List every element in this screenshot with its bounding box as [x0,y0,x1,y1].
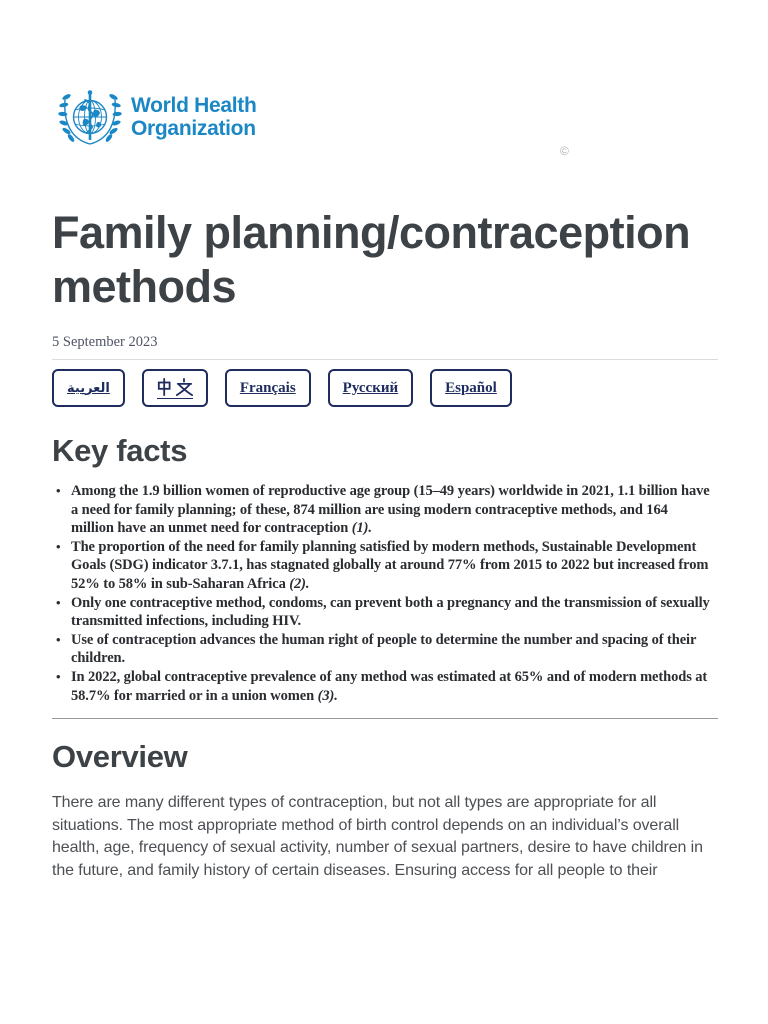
key-fact-reference: (3). [317,687,338,704]
who-logo-text [131,94,257,140]
key-fact-reference: (2). [289,575,310,592]
chinese-characters-glyph [157,377,193,397]
key-fact-item [55,538,710,594]
who-logo[interactable] [57,86,257,148]
divider-top [52,359,718,360]
lang-button-spanish[interactable] [430,369,512,407]
lang-label-french: Français [239,379,296,396]
key-fact-item [55,594,710,631]
lang-label-russian: Русский [342,379,399,396]
lang-button-arabic[interactable] [52,369,125,407]
header [57,0,718,148]
who-logo-line1: World Health [131,94,257,117]
key-fact-text: Among the 1.9 billion women of reproductive age group (15–49 years) worldwide in 2021, 1.1 billion have a need for family planning; of these, 874 million are using modern contraceptive methods, and 164 million have an unmet need for contraception [71,483,710,537]
lang-label-chinese [157,377,193,399]
language-switcher [52,369,718,407]
key-fact-text: The proportion of the need for family planning satisfied by modern methods, Sustainable Development Goals (SDG) indicator 3.7.1, has stagnated globally at around 77% from 2015 to 2022 but increased from 52% to 58% in sub-Saharan Africa [71,538,709,592]
key-fact-item [55,482,710,538]
copyright-symbol: © [560,144,569,158]
lang-label-arabic: العربية [67,380,110,396]
key-fact-item [55,631,710,668]
publish-date: 5 September 2023 [52,334,158,350]
lang-button-russian[interactable] [328,369,413,407]
key-facts-list [55,482,710,705]
key-fact-item [55,668,710,705]
overview-paragraph: There are many different types of contraception, but not all types are appropriate for all situations. The most appropriate method of birth control depends on an individual’s overall health, age, frequency of sexual activity, number of sexual partners, desire to have children in the future, and family history of certain diseases. Ensuring access for all people to their [52,794,703,879]
who-logo-line2: Organization [131,117,256,140]
overview-heading: Overview [52,739,188,775]
lang-button-chinese[interactable] [142,369,208,407]
lang-button-french[interactable] [225,369,311,407]
key-fact-text: In 2022, global contraceptive prevalence of any method was estimated at 65% and of modern methods at 58.7% for married or in a union women [71,668,708,704]
who-emblem-icon [57,86,123,148]
key-facts-heading: Key facts [52,433,188,468]
divider-section [52,718,718,719]
page-title: Family planning/contraception methods [52,207,691,312]
key-fact-text: Use of contraception advances the human right of people to determine the number and spacing of their children. [71,631,697,667]
lang-label-spanish: Español [445,379,497,396]
key-fact-reference: (1). [351,520,372,537]
key-fact-text: Only one contraceptive method, condoms, can prevent both a pregnancy and the transmission of sexually transmitted infections, including HIV. [71,594,710,630]
